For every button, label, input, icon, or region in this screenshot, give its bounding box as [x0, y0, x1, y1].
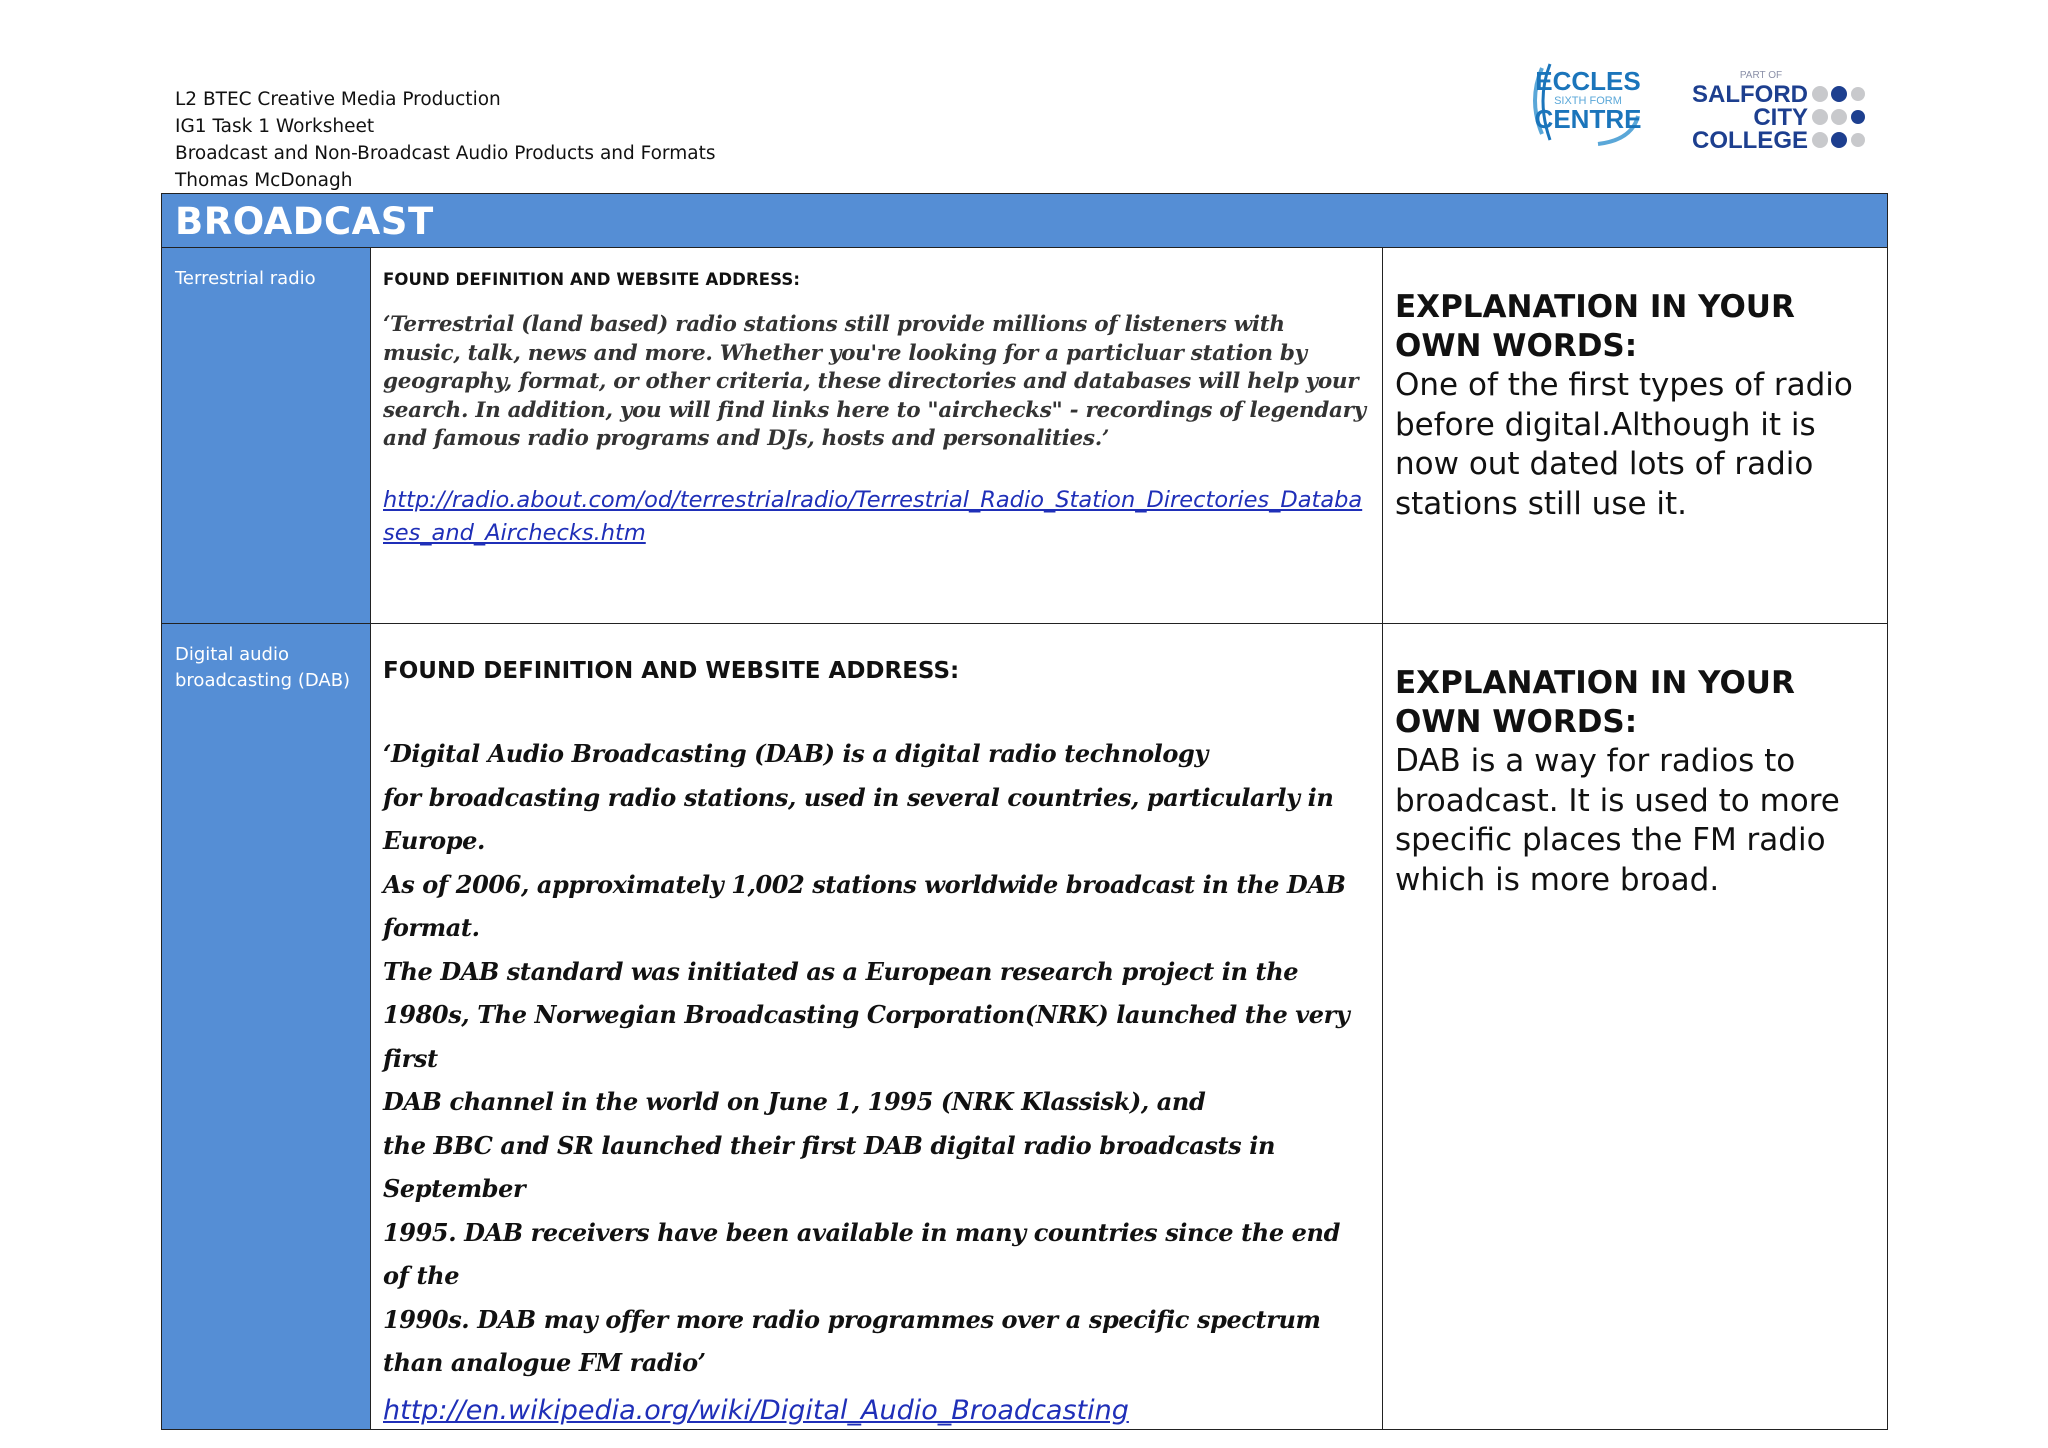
table-row — [162, 248, 1888, 624]
eccles-logo-line3: CENTRE — [1534, 104, 1642, 134]
quote-line: DAB channel in the world on June 1, 1995 (NRK Klassisk), and — [383, 1087, 1206, 1116]
eccles-sixth-form-logo — [1528, 56, 1650, 150]
explanation-heading: EXPLANATION IN YOUR OWN WORDS: — [1395, 665, 1795, 740]
document-header — [175, 86, 715, 194]
source-link[interactable]: http://radio.about.com/od/terrestrialradio/Terrestrial_Radio_Station_Directories_Databases_and_Airchecks.htm — [383, 486, 1363, 546]
eccles-logo-line1: ECCLES — [1535, 66, 1641, 96]
definition-cell — [371, 624, 1383, 1430]
dots-icon — [1812, 86, 1865, 148]
table-row — [162, 624, 1888, 1430]
explanation-text: DAB is a way for radios to broadcast. It is used to more specific places the FM radio which is more broad. — [1395, 743, 1840, 898]
salford-city-college-logo — [1686, 66, 1866, 154]
row-label-cell — [162, 624, 371, 1430]
quote-line: 1980s, The Norwegian Broadcasting Corporation(NRK) launched the very first — [383, 1000, 1350, 1073]
definition-heading: FOUND DEFINITION AND WEBSITE ADDRESS: — [383, 270, 801, 289]
definition-quote: ‘Terrestrial (land based) radio stations still provide millions of listeners with music, talk, news and more. Whether you're looking for a particluar station by geography, format, or other criteria, these directories and databases will help your search. In addition, you will find links here to "airchecks" - recordings of legendary and famous radio programs and DJs, hosts and personalities.’ — [383, 312, 1366, 451]
quote-line: for broadcasting radio stations, used in several countries, particularly in Europe. — [383, 782, 1334, 855]
salford-logo-line3: COLLEGE — [1691, 127, 1808, 154]
explanation-cell — [1383, 624, 1888, 1430]
explanation-text: One of the first types of radio before digital.Although it is now out dated lots of radio stations still use it. — [1395, 367, 1853, 522]
row-label-cell — [162, 248, 371, 624]
broadcast-table — [161, 193, 1888, 1430]
table-header — [162, 194, 1888, 248]
quote-line: the BBC and SR launched their first DAB digital radio broadcasts in September — [383, 1130, 1275, 1203]
salford-logo-top: PART OF — [1739, 70, 1783, 81]
definition-heading: FOUND DEFINITION AND WEBSITE ADDRESS: — [383, 658, 960, 684]
section-title: BROADCAST — [175, 200, 434, 243]
student-name: Thomas McDonagh — [175, 170, 353, 191]
quote-line: 1995. DAB receivers have been available in many countries since the end of the — [383, 1217, 1340, 1290]
quote-line: ‘Digital Audio Broadcasting (DAB) is a digital radio technology — [383, 739, 1208, 768]
source-link[interactable]: http://en.wikipedia.org/wiki/Digital_Audio_Broadcasting — [383, 1394, 1129, 1426]
eccles-logo-line2: SIXTH FORM — [1554, 95, 1622, 107]
definition-quote — [383, 732, 1368, 1385]
task-title: IG1 Task 1 Worksheet — [175, 116, 375, 137]
row-label: Terrestrial radio — [175, 268, 316, 289]
worksheet-subject: Broadcast and Non-Broadcast Audio Products and Formats — [175, 143, 716, 164]
explanation-heading: EXPLANATION IN YOUR OWN WORDS: — [1395, 289, 1795, 364]
definition-cell — [371, 248, 1383, 624]
quote-line: The DAB standard was initiated as a European research project in the — [383, 956, 1299, 986]
row-label: Digital audio broadcasting (DAB) — [175, 644, 351, 691]
quote-line: 1990s. DAB may offer more radio programmes over a specific spectrum — [383, 1304, 1321, 1334]
quote-line: than analogue FM radio’ — [383, 1348, 706, 1377]
quote-line: As of 2006, approximately 1,002 stations worldwide broadcast in the DAB format. — [383, 869, 1346, 942]
salford-logo-line1: SALFORD — [1692, 81, 1808, 108]
explanation-cell — [1383, 248, 1888, 624]
salford-logo-line2: CITY — [1753, 104, 1808, 131]
course-title: L2 BTEC Creative Media Production — [175, 89, 501, 110]
